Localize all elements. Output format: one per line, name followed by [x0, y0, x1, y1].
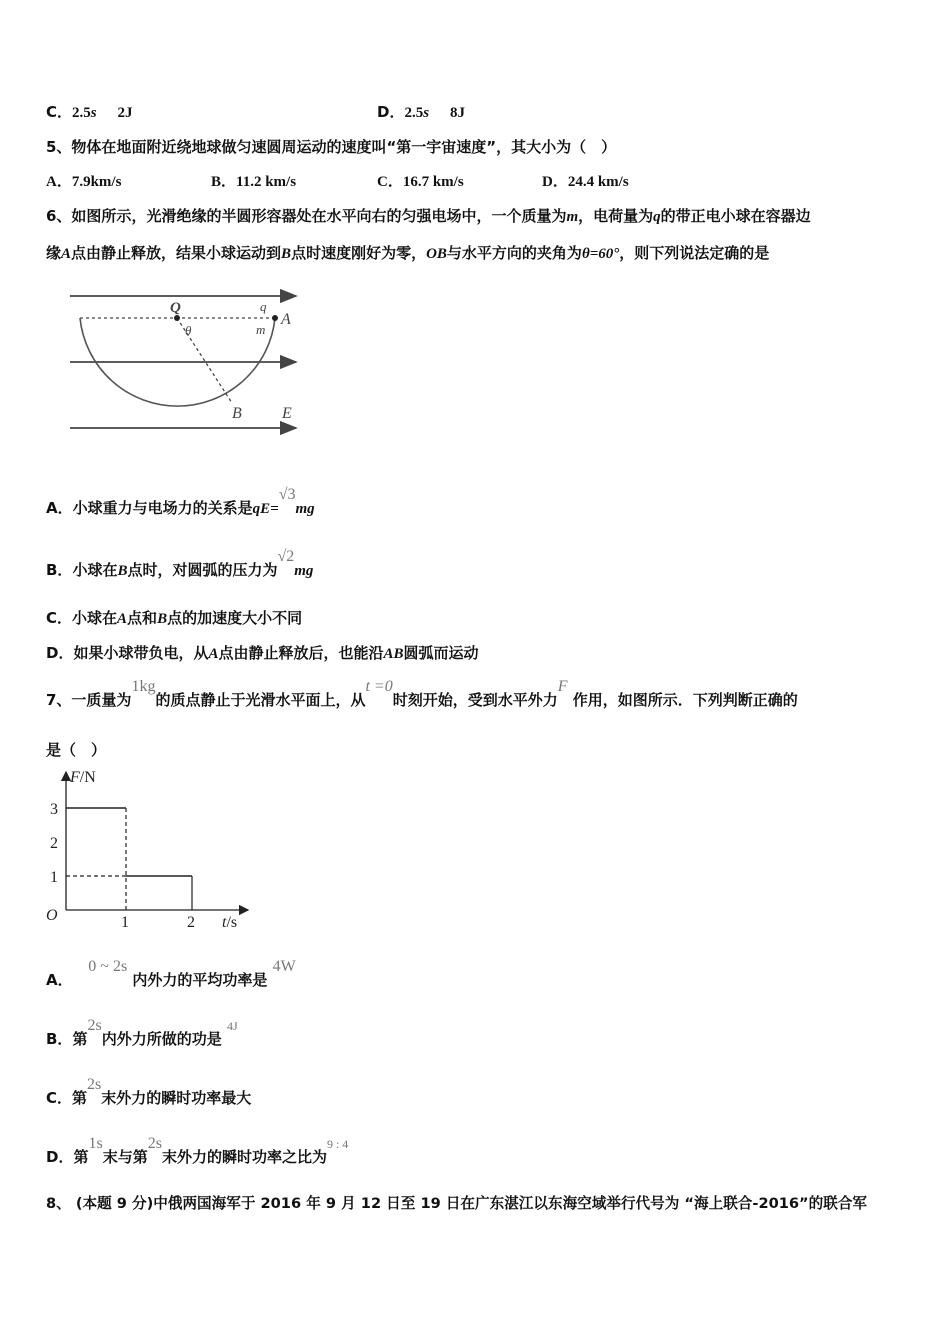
option-label: A． [46, 174, 72, 190]
var-theta: θ=60° [581, 246, 620, 262]
var-A: A [208, 646, 219, 662]
q6-option-d [46, 643, 479, 664]
var-AB: AB [383, 646, 404, 662]
q6-option-c [46, 608, 302, 629]
option-text: 内外力的平均功率是 [132, 971, 268, 989]
math-time: 2s [87, 1076, 102, 1093]
option-text: 如果小球带负电，从 [73, 644, 209, 662]
q7-force-graph [42, 766, 262, 938]
option-label: D． [46, 1148, 74, 1166]
math-time: 2s [147, 1135, 162, 1152]
math-time: 2s [87, 1017, 102, 1034]
formula-sqrt3: √3 [278, 486, 296, 503]
option-label: A． [46, 499, 73, 517]
text: 作用，如图所示．下列判断正确的 [572, 691, 798, 709]
option-text: 点由静止释放后，也能沿 [218, 644, 384, 662]
option-text: 末外力的瞬时功率最大 [101, 1089, 252, 1107]
formula-sqrt2: √2 [277, 548, 295, 565]
label-E: E [282, 405, 292, 422]
option-label: B． [211, 174, 237, 190]
text: 6、如图所示，光滑绝缘的半圆形容器处在水平向右的匀强电场中，一个质量为 [46, 207, 567, 225]
formula-qE: qE= [252, 501, 279, 517]
q7-option-c [46, 1076, 252, 1109]
y-tick-1: 1 [50, 869, 58, 886]
option-text: 7.9km/s [71, 174, 122, 190]
option-label: D． [542, 174, 568, 190]
math-time: 1s [88, 1135, 103, 1152]
option-text: 点和 [127, 609, 158, 627]
var-q: q [653, 209, 661, 225]
option-text: 第 [73, 1148, 89, 1166]
math-interval: 0 ~ 2s [88, 958, 128, 975]
option-label: C． [46, 609, 73, 627]
q6-figure [60, 282, 310, 442]
y-tick-2: 2 [50, 835, 58, 852]
label-m: m [256, 322, 266, 337]
q6-option-b [46, 548, 314, 581]
math-F: F [557, 678, 568, 695]
math-work: 4J [226, 1019, 238, 1033]
formula-mg: mg [295, 501, 315, 517]
q7-option-b [46, 1017, 238, 1050]
text: 与水平方向的夹角为 [446, 244, 582, 262]
var-A: A [61, 246, 72, 262]
q5-option-c [377, 172, 464, 192]
text: ，电荷量为 [578, 207, 654, 225]
charge-point [272, 315, 278, 321]
formula-mg: mg [294, 563, 314, 579]
option-label: D． [46, 644, 74, 662]
q7-option-d [46, 1135, 349, 1168]
option-text: 小球重力与电场力的关系是 [72, 499, 253, 517]
q6-stem-line1 [46, 206, 811, 227]
var-OB: OB [426, 246, 447, 262]
option-text: 小球在 [72, 609, 118, 627]
option-text: 内外力所做的功是 [101, 1030, 222, 1048]
x-tick-2: 2 [187, 914, 195, 931]
q5-option-b [211, 172, 296, 192]
math-t0: t =0 [365, 678, 393, 695]
y-axis-label: F/N [70, 769, 96, 786]
option-label: D． [377, 103, 405, 121]
text: 点时速度刚好为零， [291, 244, 427, 262]
label-B: B [232, 405, 242, 422]
option-text: 第 [72, 1030, 88, 1048]
q7-stem-line1 [46, 678, 798, 711]
math-power: 4W [272, 958, 296, 975]
option-value: 2.5 [72, 105, 91, 121]
label-theta: θ [185, 323, 192, 338]
q6-stem-line2 [46, 243, 769, 264]
text: 缘 [46, 244, 62, 262]
q7-stem-line2: 是（ ） [46, 741, 107, 759]
text: 7、一质量为 [46, 691, 132, 709]
y-tick-3: 3 [50, 801, 58, 818]
option-text: 末与第 [102, 1148, 148, 1166]
option-label: C． [46, 1089, 73, 1107]
var-A: A [117, 611, 128, 627]
option-unit: s [423, 105, 430, 121]
option-value: 2.5 [404, 105, 424, 121]
option-label: A． [46, 971, 73, 989]
option-label: B． [46, 1030, 73, 1048]
q6-option-a [46, 486, 315, 519]
text: ，则下列说法定确的是 [619, 244, 770, 262]
label-Q: Q [170, 300, 181, 316]
q5-option-d [542, 172, 629, 192]
text: 点由静止释放，结果小球运动到 [71, 244, 282, 262]
option-unit: s [90, 105, 97, 121]
var-B: B [281, 246, 292, 262]
text: 的带正电小球在容器边 [660, 207, 811, 225]
option-text: 小球在 [72, 561, 118, 579]
option-energy: 8J [449, 105, 465, 121]
option-energy: 2J [117, 105, 133, 121]
text: 时刻开始，受到水平外力 [392, 691, 558, 709]
x-axis-label: t/s [222, 914, 238, 931]
option-label: B． [46, 561, 73, 579]
math-ratio: 9 : 4 [326, 1137, 349, 1151]
var-B: B [157, 611, 168, 627]
option-text: 圆弧而运动 [403, 644, 479, 662]
q8-stem: 8、 (本题 9 分)中俄两国海军于 2016 年 9 月 12 日至 19 日在广东湛江以东海空域举行代号为 “海上联合-2016”的联合军 [46, 1195, 868, 1212]
q7-option-a [46, 958, 296, 991]
option-text: 第 [72, 1089, 88, 1107]
label-A: A [281, 311, 291, 328]
q5-stem: 5、物体在地面附近绕地球做匀速圆周运动的速度叫“第一宇宙速度”，其大小为（ ） [46, 138, 617, 156]
q4-option-c [46, 102, 133, 123]
label-q: q [260, 299, 267, 314]
var-m: m [566, 209, 579, 225]
option-text: 16.7 km/s [402, 174, 464, 190]
x-tick-1: 1 [121, 914, 129, 931]
option-text: 点的加速度大小不同 [167, 609, 303, 627]
math-mass: 1kg [131, 678, 156, 695]
option-text: 末外力的瞬时功率之比为 [161, 1148, 327, 1166]
var-B: B [117, 563, 128, 579]
option-label: C． [377, 174, 403, 190]
q5-option-a [46, 172, 121, 192]
option-text: 点时，对圆弧的压力为 [127, 561, 278, 579]
option-label: C． [46, 103, 73, 121]
text: 的质点静止于光滑水平面上，从 [155, 691, 366, 709]
origin-label: O [46, 907, 58, 924]
option-text: 11.2 km/s [236, 174, 297, 190]
option-text: 24.4 km/s [567, 174, 629, 190]
q4-option-d [377, 102, 465, 123]
